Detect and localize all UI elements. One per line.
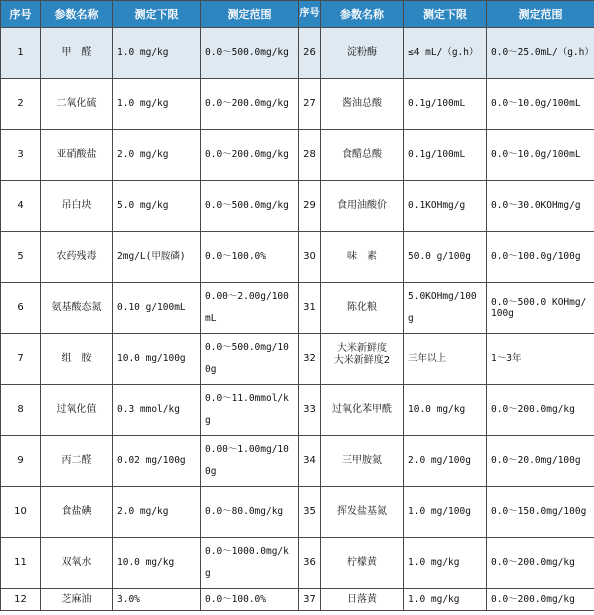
- row-range-2: 0.0～20.0mg/100g: [487, 436, 594, 487]
- row-range: 0.00～2.00g/100mL: [201, 283, 299, 334]
- row-lower-2: 50.0 g/100g: [404, 232, 487, 283]
- table-row: [1, 589, 594, 611]
- row-name-2: 日落黄: [321, 589, 404, 611]
- row-name: 双氧水: [41, 538, 113, 589]
- row-lower-2: 三年以上: [404, 334, 487, 385]
- row-no-2: 28: [299, 130, 321, 181]
- row-name-2: 味 素: [321, 232, 404, 283]
- row-no-2: 35: [299, 487, 321, 538]
- row-lower-2: 0.1KOHmg/g: [404, 181, 487, 232]
- table-row: [1, 130, 594, 181]
- header-range-2: 测定范围: [487, 1, 594, 28]
- header-no: 序号: [1, 1, 41, 28]
- row-lower-2: 0.1g/100mL: [404, 79, 487, 130]
- row-name-2: 三甲胺氮: [321, 436, 404, 487]
- row-name: 亚硝酸盐: [41, 130, 113, 181]
- row-lower-2: 2.0 mg/100g: [404, 436, 487, 487]
- row-no-2: 26: [299, 28, 321, 79]
- table-row: [1, 232, 594, 283]
- row-name: 芝麻油: [41, 589, 113, 611]
- row-no: 3: [1, 130, 41, 181]
- row-range-2: 1～3年: [487, 334, 594, 385]
- header-row: [1, 1, 594, 28]
- header-range: 测定范围: [201, 1, 299, 28]
- row-name: 丙二醛: [41, 436, 113, 487]
- row-range: 0.0～500.0mg/kg: [201, 28, 299, 79]
- row-no: 8: [1, 385, 41, 436]
- row-lower: 10.0 mg/kg: [113, 538, 201, 589]
- row-name-2: 陈化粮: [321, 283, 404, 334]
- row-no: 1: [1, 28, 41, 79]
- row-lower: 0.02 mg/100g: [113, 436, 201, 487]
- row-range-2: 0.0～150.0mg/100g: [487, 487, 594, 538]
- row-lower-2: 1.0 mg/100g: [404, 487, 487, 538]
- row-lower: 1.0 mg/kg: [113, 28, 201, 79]
- row-name-2a: 大米新鲜度: [337, 343, 387, 354]
- row-name: 食盐碘: [41, 487, 113, 538]
- row-range-2: 0.0～30.0KOHmg/g: [487, 181, 594, 232]
- row-lower-2: 1.0 mg/kg: [404, 538, 487, 589]
- row-no-2: 29: [299, 181, 321, 232]
- table-row: [1, 79, 594, 130]
- row-lower: 0.3 mmol/kg: [113, 385, 201, 436]
- row-range: 0.0～100.0%: [201, 232, 299, 283]
- row-name: 农药残毒: [41, 232, 113, 283]
- overlap-label: [325, 339, 399, 379]
- row-lower: 3.0%: [113, 589, 201, 611]
- row-name-2: 柠檬黄: [321, 538, 404, 589]
- row-range-2: 0.0～10.0g/100mL: [487, 79, 594, 130]
- row-name: 甲 醛: [41, 28, 113, 79]
- row-no: 6: [1, 283, 41, 334]
- row-lower-2: ≤4 mL/（g.h）: [404, 28, 487, 79]
- row-range-2: 0.0～200.0mg/kg: [487, 385, 594, 436]
- row-lower: 10.0 mg/100g: [113, 334, 201, 385]
- row-no: 7: [1, 334, 41, 385]
- row-no: 12: [1, 589, 41, 611]
- row-name-2: 食用油酸价: [321, 181, 404, 232]
- row-no: 4: [1, 181, 41, 232]
- row-name-2: 食醋总酸: [321, 130, 404, 181]
- row-range: 0.0～500.0mg/100g: [201, 334, 299, 385]
- row-name-2: 酱油总酸: [321, 79, 404, 130]
- row-name-2: 淀粉酶: [321, 28, 404, 79]
- row-range-2: 0.0～25.0mL/（g.h）: [487, 28, 594, 79]
- row-range-2: 0.0～200.0mg/kg: [487, 538, 594, 589]
- row-name: 氨基酸态氮: [41, 283, 113, 334]
- header-name: 参数名称: [41, 1, 113, 28]
- row-range: 0.0～100.0%: [201, 589, 299, 611]
- row-no-2: 30: [299, 232, 321, 283]
- row-no: 2: [1, 79, 41, 130]
- row-lower: 2mg/L(甲胺磷): [113, 232, 201, 283]
- row-range: 0.0～500.0mg/kg: [201, 181, 299, 232]
- table-row: [1, 538, 594, 589]
- header-lower: 测定下限: [113, 1, 201, 28]
- header-no-2: 序号: [299, 1, 321, 28]
- header-lower-2: 测定下限: [404, 1, 487, 28]
- header-name-2: 参数名称: [321, 1, 404, 28]
- row-name: 二氧化硫: [41, 79, 113, 130]
- row-lower: 5.0 mg/kg: [113, 181, 201, 232]
- row-name: 吊白块: [41, 181, 113, 232]
- row-range: 0.00～1.00mg/100g: [201, 436, 299, 487]
- table-row: [1, 181, 594, 232]
- row-range-2: 0.0～100.0g/100g: [487, 232, 594, 283]
- table-row: [1, 283, 594, 334]
- row-lower-2: 1.0 mg/kg: [404, 589, 487, 611]
- row-no: 5: [1, 232, 41, 283]
- table-row: [1, 436, 594, 487]
- row-range: 0.0～80.0mg/kg: [201, 487, 299, 538]
- row-lower: 0.10 g/100mL: [113, 283, 201, 334]
- table-row: [1, 487, 594, 538]
- row-lower-2: 5.0KOHmg/100g: [404, 283, 487, 334]
- row-range-2: 0.0～200.0mg/kg: [487, 589, 594, 611]
- row-no-2: 37: [299, 589, 321, 611]
- row-lower: 2.0 mg/kg: [113, 487, 201, 538]
- row-range: 0.0～11.0mmol/kg: [201, 385, 299, 436]
- row-no: 9: [1, 436, 41, 487]
- row-range: 0.0～1000.0mg/kg: [201, 538, 299, 589]
- table-row: [1, 334, 594, 385]
- row-no-2: 36: [299, 538, 321, 589]
- row-no-2: 32: [299, 334, 321, 385]
- row-lower: 2.0 mg/kg: [113, 130, 201, 181]
- row-range: 0.0～200.0mg/kg: [201, 130, 299, 181]
- row-no-2: 31: [299, 283, 321, 334]
- row-no: 10: [1, 487, 41, 538]
- row-range-2: 0.0～10.0g/100mL: [487, 130, 594, 181]
- row-range: 0.0～200.0mg/kg: [201, 79, 299, 130]
- row-name-2b: 大米新鲜度2: [333, 355, 391, 366]
- row-lower-2: 0.1g/100mL: [404, 130, 487, 181]
- row-name-2: 挥发盐基氮: [321, 487, 404, 538]
- table-row: [1, 28, 594, 79]
- row-no-2: 27: [299, 79, 321, 130]
- row-no: 11: [1, 538, 41, 589]
- row-no-2: 33: [299, 385, 321, 436]
- row-name: 过氧化值: [41, 385, 113, 436]
- row-name-2-cell: [321, 334, 404, 385]
- row-no-2: 34: [299, 436, 321, 487]
- row-lower: 1.0 mg/kg: [113, 79, 201, 130]
- row-range-2: 0.0～500.0 KOHmg/100g: [487, 283, 594, 334]
- row-name: 组 胺: [41, 334, 113, 385]
- table-row: [1, 385, 594, 436]
- row-name-2: 过氧化苯甲酰: [321, 385, 404, 436]
- row-lower-2: 10.0 mg/kg: [404, 385, 487, 436]
